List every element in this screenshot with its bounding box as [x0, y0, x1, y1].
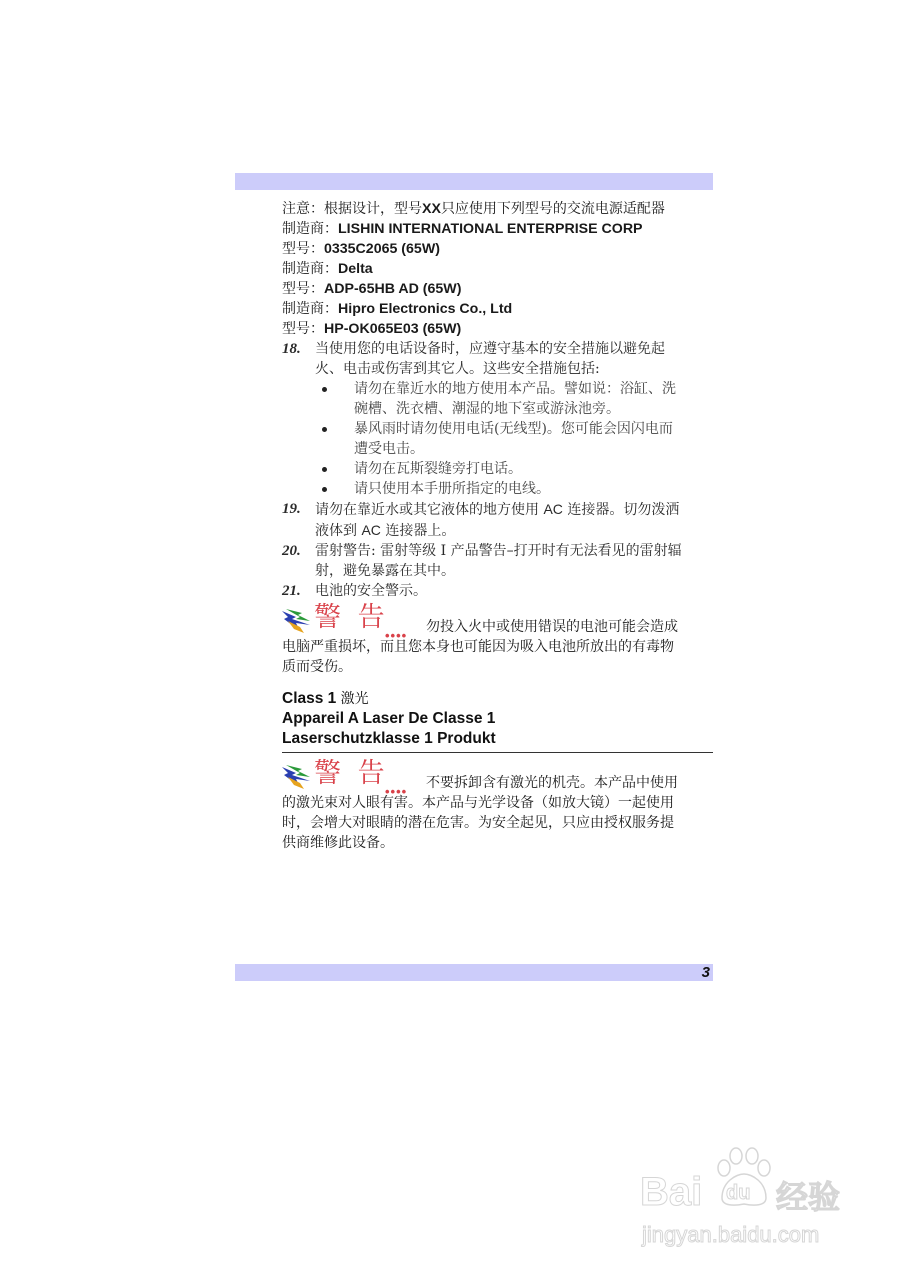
watermark-url: jingyan.baidu.com	[642, 1222, 820, 1247]
warning-text: 电脑严重损坏，而且您本身也可能因为吸入电池所放出的有毒物	[282, 639, 674, 655]
entry-label: 型号：	[282, 321, 324, 337]
laser-class-zh: 激光	[340, 691, 369, 707]
entry-label: 制造商：	[282, 301, 338, 317]
ac-term: AC	[543, 501, 563, 517]
warning-text: 质而受伤。	[282, 659, 352, 675]
warning-text: 不要拆卸含有激光的机壳。本产品中使用	[426, 775, 678, 791]
item-text: 火、电击或伤害到其它人。这些安全措施包括:	[315, 361, 600, 377]
warning-label: 警 告	[314, 602, 389, 633]
item-text	[315, 499, 714, 520]
item-18	[282, 339, 714, 379]
text: 连接器上。	[380, 523, 456, 539]
entry-value: LISHIN INTERNATIONAL ENTERPRISE CORP	[338, 221, 643, 237]
laser-class-fr: Appareil A Laser De Classe 1	[282, 710, 496, 727]
bullet-text: 碗槽、洗衣槽、潮湿的地下室或游泳池旁。	[354, 401, 620, 417]
bullet-item	[322, 379, 714, 419]
bullet-item	[322, 419, 714, 459]
warning-text: 的激光束对人眼有害。本产品与光学设备（如放大镜）一起使用	[282, 795, 674, 811]
laser-class-de: Laserschutzklasse 1 Produkt	[282, 730, 496, 747]
item-19	[282, 499, 714, 541]
adapter-entry	[282, 259, 714, 279]
notice-text: 注意：根据设计，型号	[282, 201, 422, 217]
item-number: 21.	[282, 583, 301, 599]
warning-logo	[282, 602, 416, 643]
bullet-text: 请勿在靠近水的地方使用本产品。譬如说：浴缸、洗	[354, 381, 676, 397]
item-text	[315, 520, 714, 541]
item-number: 20.	[282, 543, 301, 559]
warning-text: 供商维修此设备。	[282, 835, 394, 851]
entry-label: 制造商：	[282, 221, 338, 237]
laser-class-heading	[282, 689, 714, 709]
page-number: 3	[701, 964, 710, 981]
warning-dots: ••••	[385, 784, 408, 799]
warning-dots: ••••	[385, 628, 408, 643]
item-text: 射，避免暴露在其中。	[315, 563, 455, 579]
text: 连接器。切勿泼洒	[562, 502, 680, 518]
notice-text-cont: 只应使用下列型号的交流电源适配器	[440, 201, 665, 217]
entry-label: 制造商：	[282, 261, 338, 277]
laser-class-en: Class 1	[282, 690, 341, 707]
entry-value: 0335C2065 (65W)	[324, 241, 440, 257]
bullet-text: 暴风雨时请勿使用电话(无线型)。您可能会因闪电而	[354, 421, 673, 437]
entry-value: Hipro Electronics Co., Ltd	[338, 301, 513, 317]
bullet-item	[322, 479, 714, 499]
warning-text: 时，会增大对眼睛的潜在危害。为安全起见，只应由授权服务提	[282, 815, 674, 831]
watermark-cn: 经验	[776, 1178, 841, 1216]
bullet-text: 遭受电击。	[354, 441, 424, 457]
lightning-arrow-icon	[282, 763, 312, 789]
warning-text: 勿投入火中或使用错误的电池可能会造成	[426, 619, 678, 635]
adapter-entry	[282, 279, 714, 299]
watermark-brand: Bai	[640, 1170, 703, 1214]
entry-value: ADP-65HB AD (65W)	[324, 281, 462, 297]
bullet-text: 请勿在瓦斯裂缝旁打电话。	[354, 461, 522, 477]
page-content	[282, 199, 714, 853]
header-bar	[235, 173, 713, 190]
item-number: 19.	[282, 501, 301, 517]
item-number: 18.	[282, 341, 301, 357]
safety-bullet-list	[282, 379, 714, 499]
adapter-entry	[282, 299, 714, 319]
footer-bar	[235, 964, 713, 981]
laser-warning	[282, 758, 714, 853]
entry-value: HP-OK065E03 (65W)	[324, 321, 462, 337]
item-text: 当使用您的电话设备时，应遵守基本的安全措施以避免起	[315, 341, 665, 357]
item-20	[282, 541, 714, 581]
item-text: 雷射警告: 雷射等级 I 产品警告–打开时有无法看见的雷射辐	[315, 543, 682, 559]
warning-logo	[282, 758, 416, 799]
entry-label: 型号：	[282, 241, 324, 257]
bullet-text: 请只使用本手册所指定的电线。	[354, 481, 550, 497]
text: 液体到	[315, 523, 362, 539]
divider	[282, 752, 713, 753]
item-21	[282, 581, 714, 601]
adapter-notice	[282, 199, 714, 219]
watermark-paw-text: du	[726, 1182, 751, 1204]
entry-label: 型号：	[282, 281, 324, 297]
bullet-item	[322, 459, 714, 479]
baidu-watermark	[640, 1140, 860, 1247]
adapter-entry	[282, 219, 714, 239]
adapter-entry	[282, 319, 714, 339]
battery-warning	[282, 602, 714, 677]
entry-value: Delta	[338, 261, 373, 277]
adapter-entry	[282, 239, 714, 259]
lightning-arrow-icon	[282, 607, 312, 633]
warning-label: 警 告	[314, 758, 389, 789]
model-placeholder: XX	[422, 201, 441, 217]
item-text: 电池的安全警示。	[315, 583, 427, 599]
ac-term: AC	[361, 522, 381, 538]
text: 请勿在靠近水或其它液体的地方使用	[315, 502, 544, 518]
